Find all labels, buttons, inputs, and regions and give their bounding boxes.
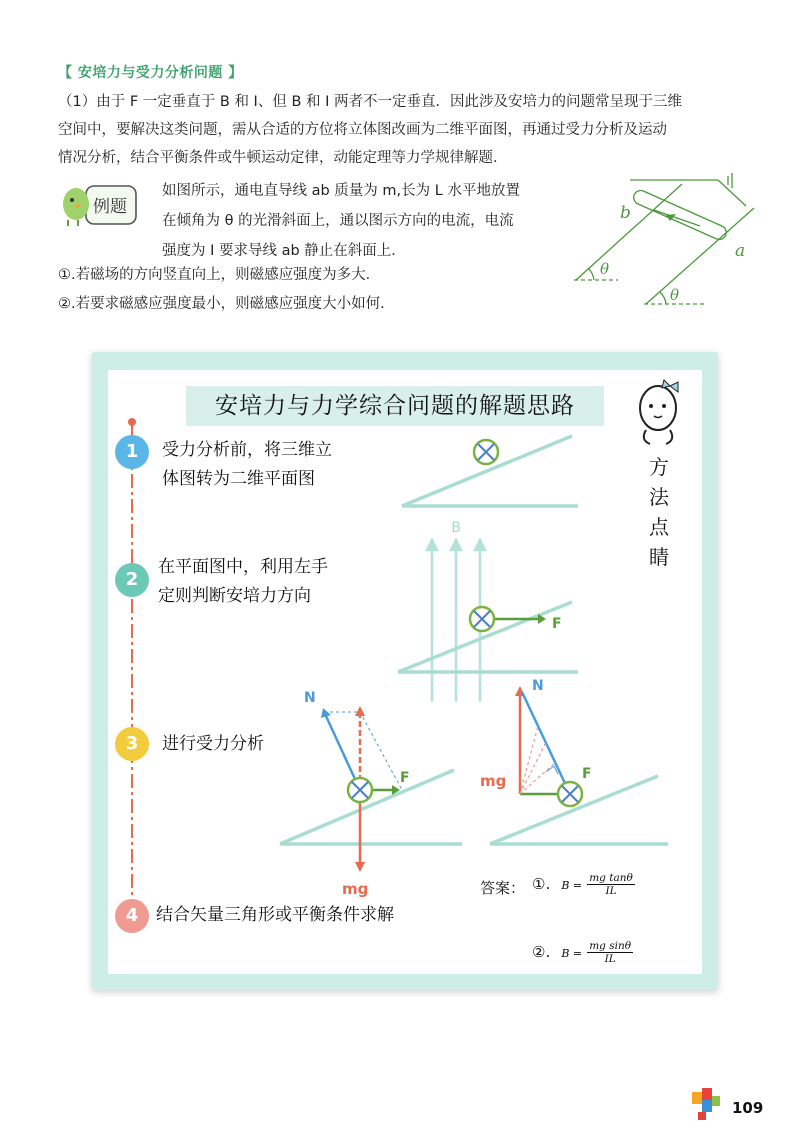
answer-1-lhs: B = (561, 879, 583, 892)
label-b: b (620, 203, 631, 223)
conductor-symbol-icon (348, 778, 372, 802)
section-tag: 【 安培力与受力分析问题 】 (58, 65, 243, 81)
step-1-figure (398, 430, 582, 512)
label-B-field: B (451, 520, 461, 536)
step-timeline (122, 416, 142, 932)
label-theta-2: θ (670, 286, 680, 304)
step-1-number: 1 (115, 435, 149, 469)
incline-3d-figure (570, 172, 770, 314)
side-note-char-1: 方 (649, 455, 669, 479)
step-3-number: 3 (115, 727, 149, 761)
example-line-1: 如图所示，通电直导线 ab 质量为 m,长为 L 水平地放置 (162, 183, 520, 199)
question-2: ②.若要求磁感应强度最小，则磁感应强度大小如何． (58, 296, 395, 312)
step-2-number: 2 (115, 563, 149, 597)
publisher-logo-icon (690, 1086, 724, 1122)
label-F-force: F (552, 616, 562, 632)
question-1: ①.若磁场的方向竖直向上，则磁感应强度为多大． (58, 267, 381, 283)
label-mg-force: mg (342, 880, 369, 898)
side-note (642, 452, 676, 572)
side-note-char-4: 睛 (649, 545, 669, 569)
card-title: 安培力与力学综合问题的解题思路 (186, 386, 604, 426)
label-F-force-3a: F (400, 770, 410, 786)
step-4-text: 结合矢量三角形或平衡条件求解 (156, 905, 394, 925)
step-1-text (162, 436, 332, 494)
intro-line-2: 空间中，要解决这类问题，需从合适的方位将立体图改画为二维平面图，再通过受力分析及运动 (58, 122, 667, 138)
answer-2-fraction (587, 940, 633, 965)
conductor-symbol-icon (558, 782, 582, 806)
step-3-force-figure (276, 684, 466, 898)
answer-2-numerator: mg sinθ (589, 940, 632, 952)
step-2-line-2: 定则判断安培力方向 (158, 586, 311, 606)
step-1-line-1: 受力分析前，将三维立 (162, 440, 332, 460)
answer-label: 答案： (480, 879, 526, 897)
answer-1-numerator: mg tanθ (589, 872, 633, 884)
label-mg-3b: mg (480, 772, 507, 790)
answer-1-index: ①. (532, 875, 551, 893)
conductor-symbol-icon (470, 607, 494, 631)
answer-2-denominator: IL (604, 953, 616, 965)
answer-2-lhs: B = (561, 947, 583, 960)
example-line-3: 强度为 I 要求导线 ab 静止在斜面上． (162, 243, 406, 259)
side-note-char-2: 法 (649, 485, 669, 509)
label-F-3b: F (582, 766, 592, 782)
label-N-force: N (304, 690, 316, 706)
example-line-2: 在倾角为 θ 的光滑斜面上，通以图示方向的电流，电流 (162, 213, 514, 229)
page-number: 109 (732, 1099, 764, 1117)
intro-line-3: 情况分析，结合平衡条件或牛顿运动定律，动能定理等力学规律解题． (58, 150, 508, 166)
answer-1-fraction (587, 872, 635, 897)
side-note-char-3: 点 (649, 515, 669, 539)
example-badge-icon (60, 182, 138, 228)
thinking-character-icon (632, 378, 688, 448)
answer-1 (532, 872, 635, 897)
step-2-text (158, 553, 328, 611)
conductor-symbol-icon (474, 440, 498, 464)
step-3-text: 进行受力分析 (162, 734, 264, 754)
step-4-number: 4 (115, 899, 149, 933)
answer-1-denominator: IL (605, 885, 617, 897)
label-a: a (735, 241, 746, 261)
step-2-line-1: 在平面图中，利用左手 (158, 557, 328, 577)
step-1-line-2: 体图转为二维平面图 (162, 469, 315, 489)
example-badge-label: 例题 (93, 197, 127, 217)
label-theta-1: θ (600, 260, 610, 278)
step-3-vector-triangle (476, 676, 686, 854)
answer-2 (532, 940, 633, 965)
label-N-3b: N (532, 678, 544, 694)
answer-2-index: ②. (532, 943, 551, 961)
intro-line-1: （1）由于 F 一定垂直于 B 和 I、但 B 和 I 两者不一定垂直．因此涉及安培力的问题常呈现于三维 (58, 94, 682, 110)
